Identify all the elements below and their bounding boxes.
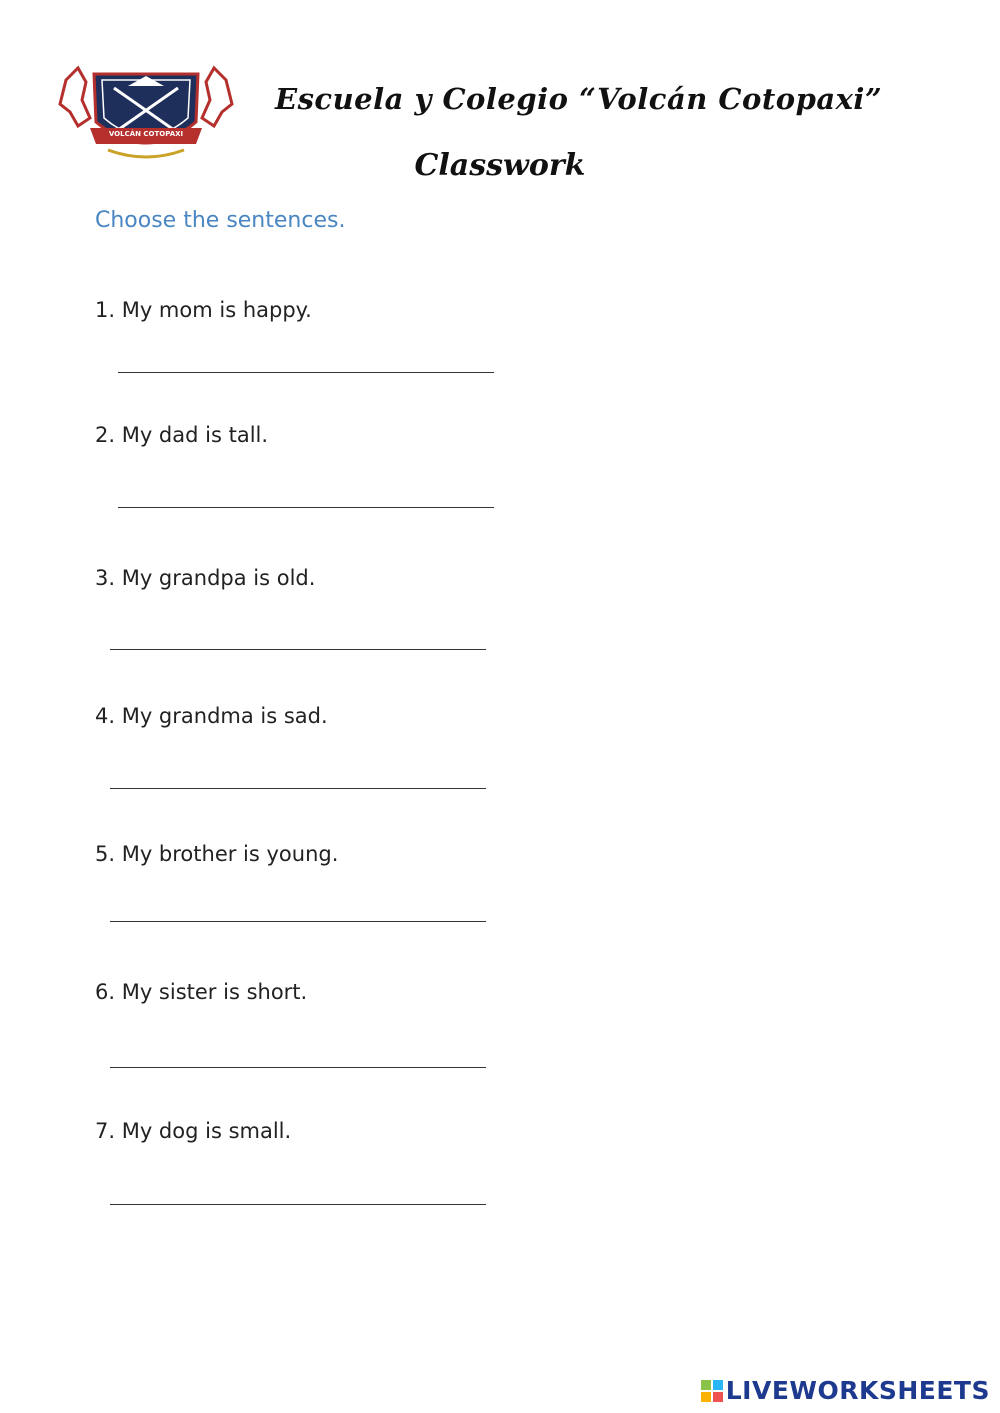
crest-banner-text: VOLCÁN COTOPAXI (108, 130, 184, 138)
item-2-answer-line[interactable] (118, 507, 494, 508)
liveworksheets-logo-icon (701, 1380, 723, 1402)
item-4-answer-line[interactable] (110, 788, 486, 789)
item-4-text: 4. My grandma is sad. (95, 704, 328, 728)
item-5-text: 5. My brother is young. (95, 842, 339, 866)
school-name-heading: Escuela y Colegio “Volcán Cotopaxi” (275, 82, 883, 116)
item-7-text: 7. My dog is small. (95, 1119, 292, 1143)
liveworksheets-brand (701, 1376, 990, 1405)
item-3-text: 3. My grandpa is old. (95, 566, 316, 590)
item-6-answer-line[interactable] (110, 1067, 486, 1068)
instruction-text: Choose the sentences. (95, 208, 346, 233)
item-1-answer-line[interactable] (118, 372, 494, 373)
item-6-text: 6. My sister is short. (95, 980, 308, 1004)
item-1-text: 1. My mom is happy. (95, 298, 312, 322)
item-3-answer-line[interactable] (110, 649, 486, 650)
item-2-text: 2. My dad is tall. (95, 423, 269, 447)
worksheet-title: Classwork (414, 148, 586, 183)
item-5-answer-line[interactable] (110, 921, 486, 922)
liveworksheets-wordmark: LIVEWORKSHEETS (725, 1376, 990, 1405)
item-7-answer-line[interactable] (110, 1204, 486, 1205)
